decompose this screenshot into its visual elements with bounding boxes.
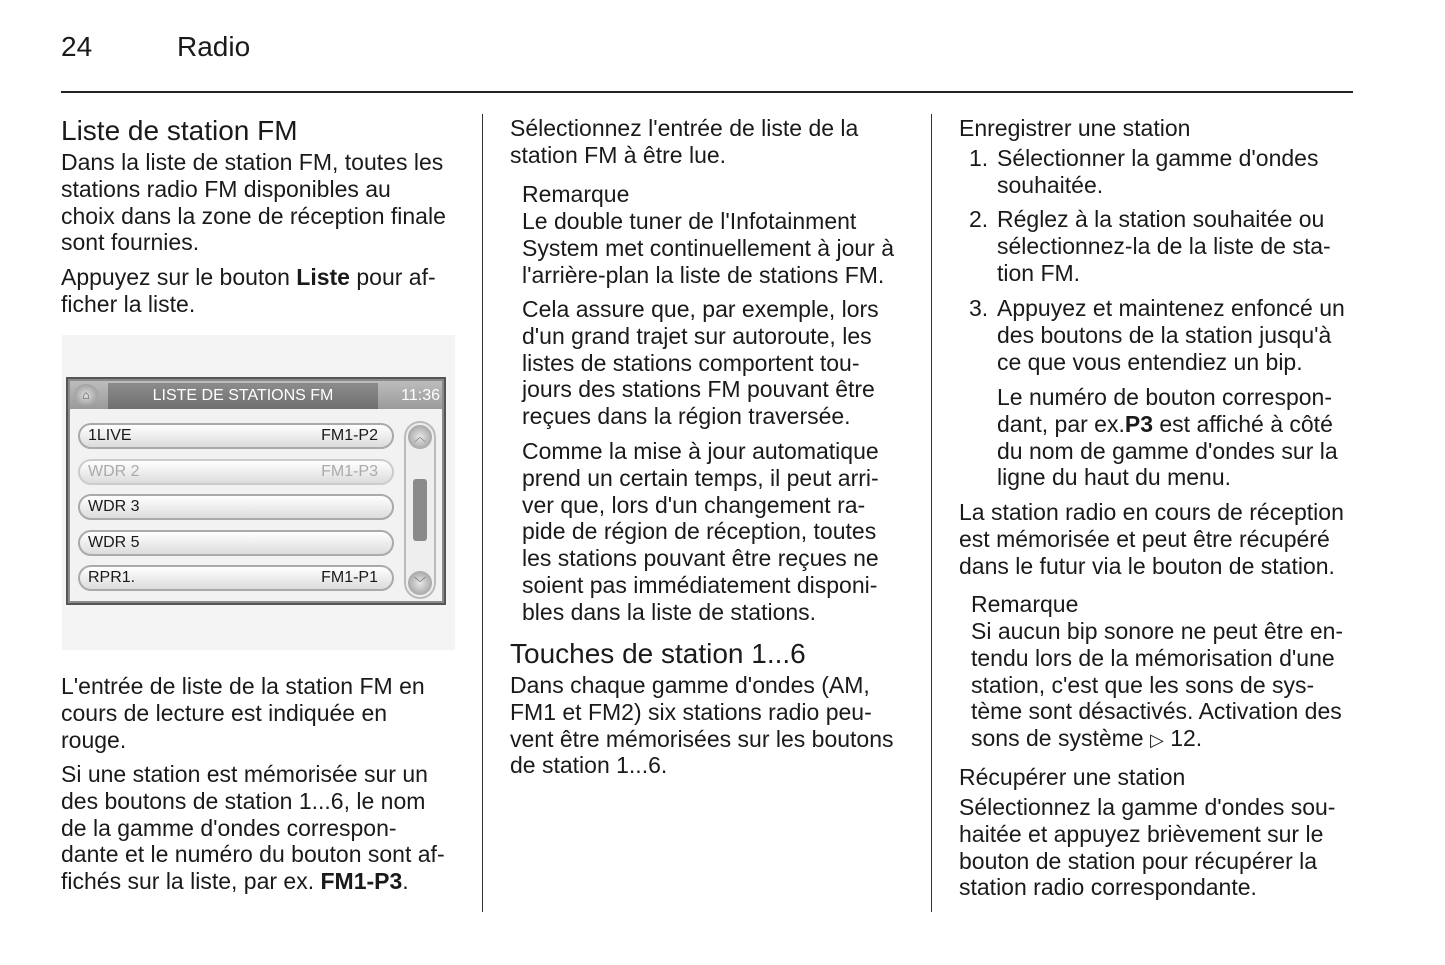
note-paragraph: Cela assure que, par exemple, lors d'un grand trajet sur autoroute, les listes de stations comportent tou- jours des stations FM pouvant être reçues dans la région traversée. [522, 296, 879, 430]
screen-figure [62, 335, 455, 650]
chevron-down-icon[interactable]: ﹀ [408, 571, 432, 595]
station-name: WDR 2 [88, 463, 140, 480]
station-row[interactable] [78, 565, 394, 591]
text: Le numéro de bouton correspon- dant, par ex. [997, 384, 1332, 437]
paragraph [61, 264, 436, 318]
scroll-thumb[interactable] [413, 479, 427, 541]
page-reference[interactable]: 12. [1163, 725, 1203, 752]
paragraph: Dans la liste de station FM, toutes les stations radio FM disponibles au choix dans la zone de réception finale sont fournies. [61, 149, 446, 256]
station-name: WDR 5 [88, 534, 140, 551]
note-title: Remarque [522, 181, 630, 207]
text: pour af- ficher la liste. [61, 264, 436, 317]
header-rule [61, 91, 1353, 93]
step-number: 3. [969, 295, 989, 321]
heading-station-buttons: Touches de station 1...6 [510, 638, 806, 669]
subheading-recall: Récupérer une station [959, 764, 1186, 790]
paragraph [61, 761, 445, 895]
page-reference-icon: ▷ [1149, 730, 1164, 751]
chevron-up-icon[interactable]: ︿ [408, 425, 432, 449]
heading-fm-list: Liste de station FM [61, 115, 298, 146]
bold-term: P3 [1124, 410, 1153, 437]
note-paragraph: Le double tuner de l'Infotainment System met continuellement à jour à l'arrière-plan la liste de stations FM. [522, 208, 895, 288]
text: Appuyez sur le bouton [61, 264, 297, 290]
station-row[interactable] [78, 530, 394, 556]
section-title: Radio [177, 31, 251, 62]
preset: FM1-P3 [321, 463, 378, 480]
note-paragraph [971, 618, 1343, 754]
scrollbar[interactable] [404, 421, 436, 599]
text: Si une station est mémorisée sur un des boutons de station 1...6, le nom de la gamme d'ondes correspon- dante et le numéro du bouton sont af- fichés sur la liste, par ex. [61, 761, 445, 895]
preset: FM1-P2 [321, 427, 378, 444]
station-row[interactable] [78, 423, 394, 449]
bold-term: FM1-P3 [320, 868, 403, 895]
step-text: Sélectionner la gamme d'ondes souhaitée. [997, 145, 1319, 198]
step-number: 2. [969, 206, 989, 232]
note-paragraph: Comme la mise à jour automatique prend un certain temps, il peut arri- ver que, lors d'un changement ra- pide de région de réception, toutes les stations pouvant être reçues ne soient pas immédiatement disponi- bles dans la liste de stations. [522, 438, 879, 625]
paragraph: La station radio en cours de réception est mémorisée et peut être récupéré dans le futur via le bouton de station. [959, 499, 1344, 579]
step-text: Appuyez et maintenez enfoncé un des boutons de la station jusqu'à ce que vous entendiez un bip. [997, 295, 1345, 375]
preset: FM1-P1 [321, 569, 378, 586]
step-text: Réglez à la station souhaitée ou sélectionnez-la de la liste de sta- tion FM. [997, 206, 1331, 286]
text: . [402, 868, 409, 895]
home-icon[interactable]: ⌂ [74, 384, 98, 406]
page-number: 24 [61, 31, 93, 62]
text: est affiché à côté du nom de gamme d'ondes sur la ligne du haut du menu. [997, 410, 1338, 491]
note-title: Remarque [971, 591, 1079, 617]
station-name: WDR 3 [88, 498, 140, 515]
station-name: RPR1. [88, 569, 136, 586]
paragraph: Sélectionnez la gamme d'ondes sou- haitée et appuyez brièvement sur le bouton de station pour récupérer la station radio correspondante. [959, 794, 1336, 901]
paragraph: Dans chaque gamme d'ondes (AM, FM1 et FM2) six stations radio peu- vent être mémorisées sur les boutons de station 1...6. [510, 672, 894, 779]
station-row[interactable] [78, 494, 394, 520]
paragraph: L'entrée de liste de la station FM en cours de lecture est indiquée en rouge. [61, 673, 425, 753]
column-divider [931, 114, 932, 912]
screen-title: LISTE DE STATIONS FM [108, 383, 378, 409]
column-divider [482, 114, 483, 912]
step-continuation [997, 384, 1338, 491]
screen-header [70, 381, 442, 409]
clock: 11:36 [401, 387, 440, 404]
infotainment-screen [66, 377, 446, 605]
bold-term: Liste [296, 264, 350, 290]
station-name: 1LIVE [88, 427, 132, 444]
text: Si aucun bip sonore ne peut être en- tendu lors de la mémorisation d'une station, c'est que les sons de sys- tème sont désactivés. Activation des sons de système [971, 618, 1344, 752]
step-number: 1. [969, 145, 989, 171]
subheading-store: Enregistrer une station [959, 115, 1191, 141]
paragraph: Sélectionnez l'entrée de liste de la station FM à être lue. [510, 115, 859, 168]
station-row[interactable] [78, 459, 394, 485]
